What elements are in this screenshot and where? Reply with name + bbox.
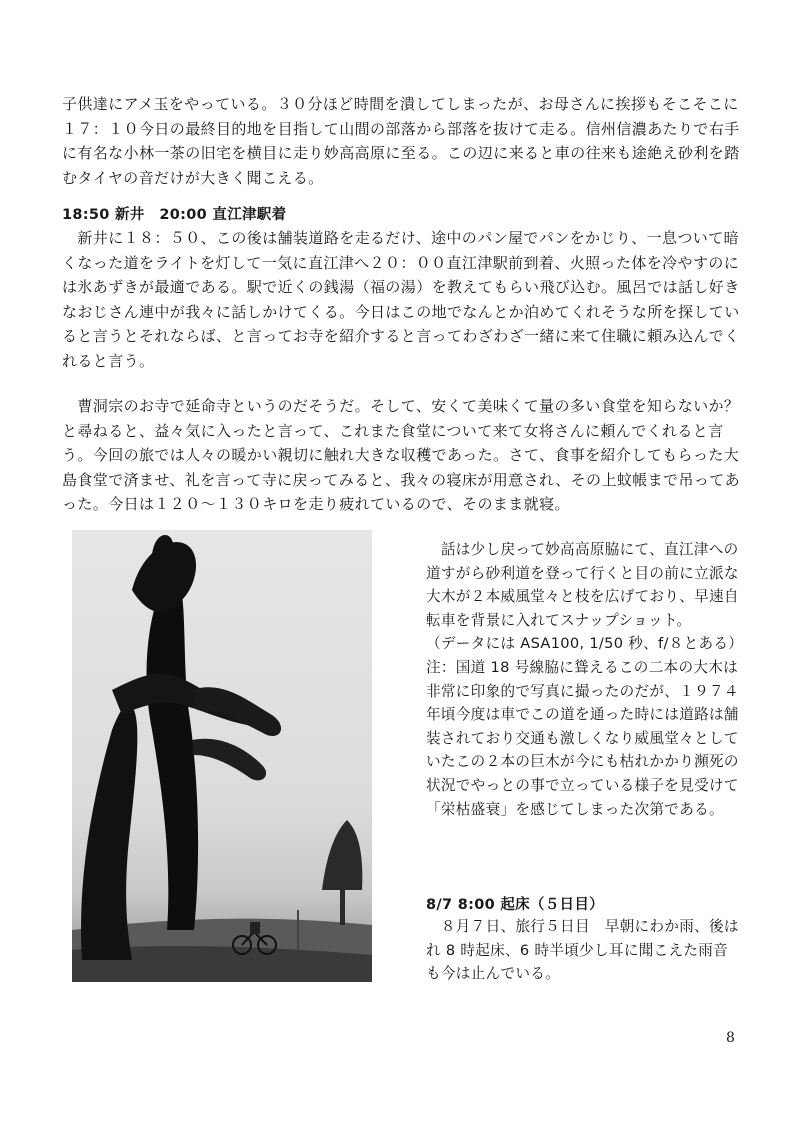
day5-paragraph: ８月７日、旅行５日目 早朝にわか雨、後はれ 8 時起床、6 時半頃少し耳に聞こえた雨音も今は止んでいる。 <box>426 918 739 983</box>
section-heading-arrival: 18:50 新井 20:00 直江津駅着 <box>62 207 287 223</box>
trees-photo-image <box>72 530 372 982</box>
page-number: 8 <box>726 1030 735 1046</box>
arrival-paragraph: 新井に１８：５０、この後は舗装道路を走るだけ、途中のパン屋でパンをかじり、一息ついて暗くなった道をライトを灯して一気に直江津へ２０：００直江津駅前到着、火照った体を冷やすのには氷あずきが最適である。駅で近くの銭湯（福の湯）を教えてもらい飛び込む。風呂では話し好きなおじさん連中が我々に話しかけてくる。今日はこの地でなんとか泊めてくれそうな所を探していると言うとそれならば、と言ってお寺を紹介すると言ってわざわざ一緒に来て住職に頼み込んでくれると言う。 <box>62 229 740 370</box>
intro-paragraph: 子供達にアメ玉をやっている。３０分ほど時間を潰してしまったが、お母さんに挨拶もそこそこに１７：１０今日の最終目的地を目指して山間の部落から部落を抜けて走る。信州信濃あたりで右手に有名な小林一茶の旧宅を横目に走り妙高高原に至る。この辺に来ると車の往来も途絶え砂利を踏むタイヤの音だけが大きく聞こえる。 <box>62 95 740 187</box>
section-heading-day5: 8/7 8:00 起床（５日目） <box>426 897 604 913</box>
photo-caption-text: 話は少し戻って妙高高原脇にて、直江津への道すがら砂利道を登って行くと目の前に立派な大木が２本威風堂々と枝を広げており、早速自転車を背景に入れてスナップショット。 （データには ASA100, 1/50 秒、f/８とある）注：国道 18 号線脇に聳えるこの二本の大木は非常に印象的で写真に撮ったのだが、１９７４年頃今度は車でこの道を通った時には道路は舗装されており交通も激しくなり威風堂々としていたこの２本の巨木が今にも枯れかかり瀕死の状況でやっとの事で立っている様子を見受けて「栄枯盛衰」を感じてしまった次第である。 <box>426 541 739 818</box>
trees-photograph <box>72 530 372 982</box>
photo-caption-paragraph <box>426 538 742 821</box>
temple-paragraph: 曹洞宗のお寺で延命寺というのだそうだ。そして、安くて美味くて量の多い食堂を知らないか？と尋ねると、益々気に入ったと言って、これまた食堂について来て女将さんに頼んでくれると言う。今回の旅では人々の暖かい親切に触れ大きな収穫であった。さて、食事を紹介してもらった大島食堂で済ませ、礼を言って寺に戻ってみると、我々の寝床が用意され、その上蚊帳まで吊ってあった。今日は１２０～１３０キロを走り疲れているので、そのまま就寝。 <box>62 397 741 514</box>
